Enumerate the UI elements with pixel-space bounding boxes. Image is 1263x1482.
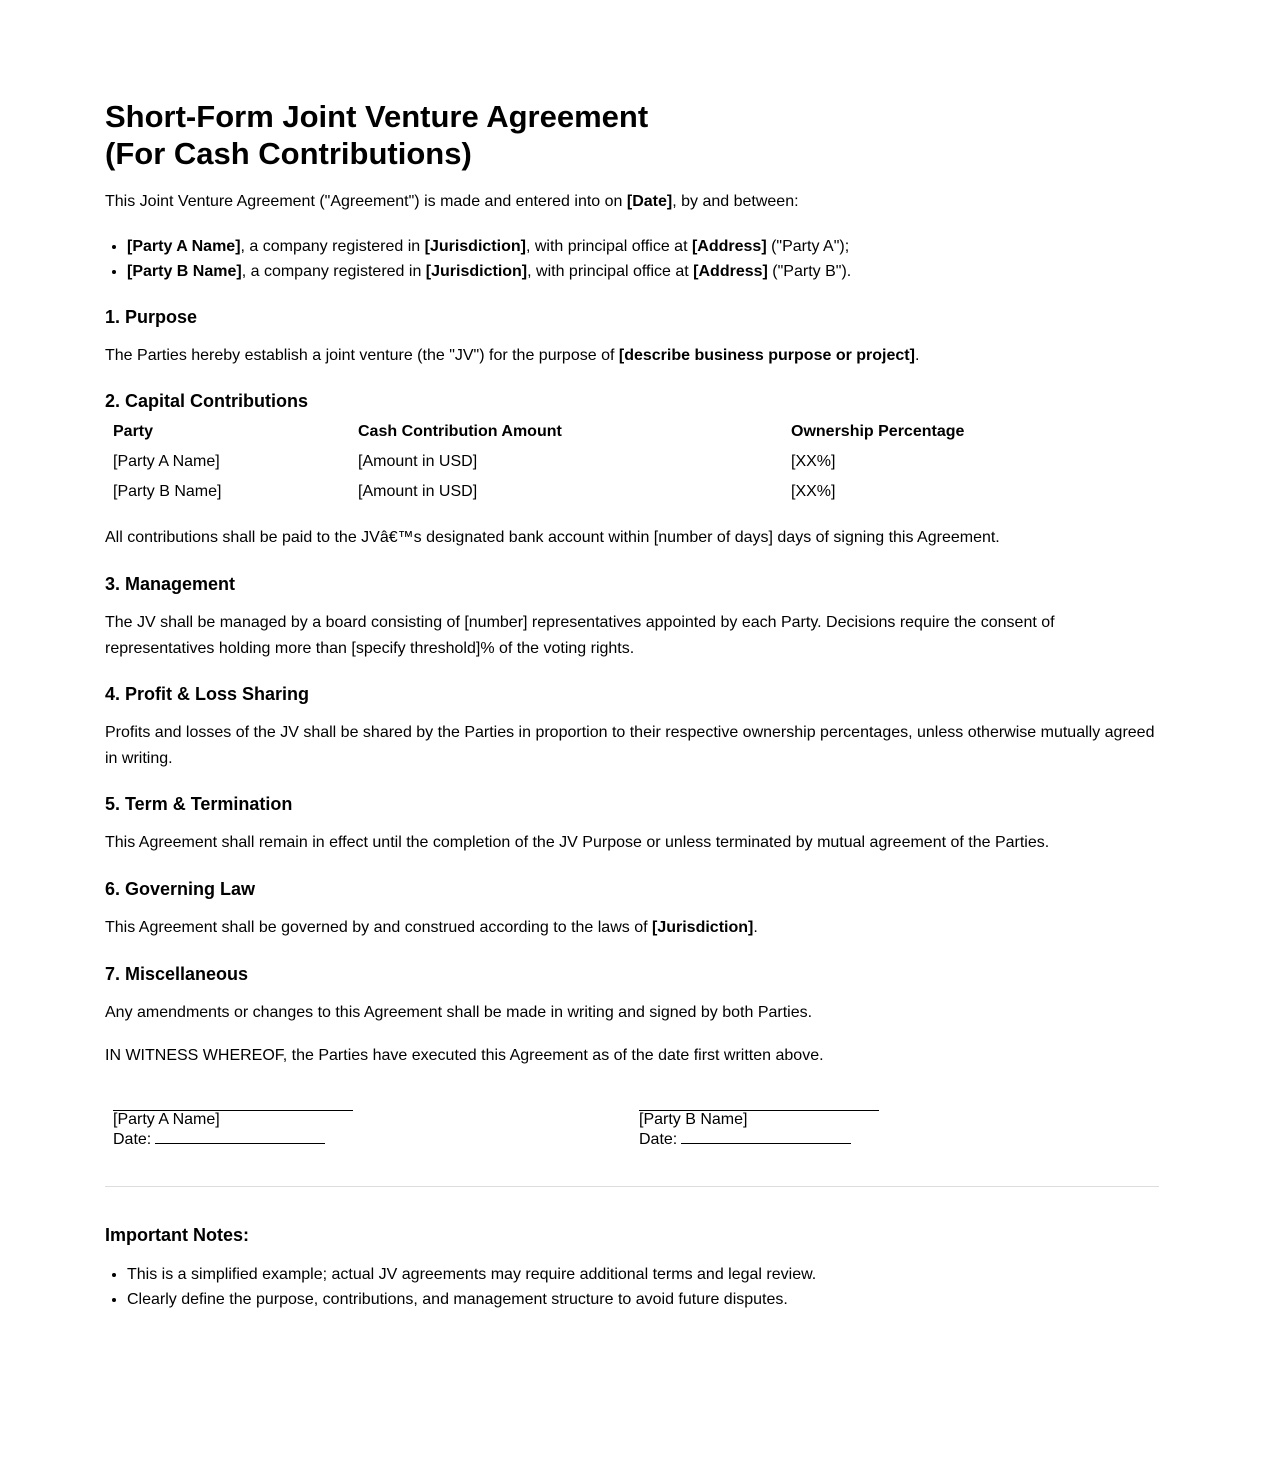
title-line-2: (For Cash Contributions) [105, 136, 472, 171]
contributions-table [105, 417, 1099, 507]
contributions-note: All contributions shall be paid to the JVâ€™s designated bank account within [number of days] days of signing this Agreement. [105, 529, 1000, 546]
section-1-heading: 1. Purpose [105, 307, 198, 327]
party-b-item: • [Party B Name], a company registered in [Jurisdiction], with principal office at [Address] ("Party B"). [127, 259, 851, 284]
notes-list [105, 1262, 1159, 1312]
table-row [105, 447, 1099, 477]
column-header-ownership: Ownership Percentage [791, 423, 965, 440]
section-6-text: This Agreement shall be governed by and construed according to the laws of [Jurisdiction]. [105, 919, 758, 936]
document-title [105, 98, 648, 172]
witness-clause: IN WITNESS WHEREOF, the Parties have executed this Agreement as of the date first written above. [105, 1047, 824, 1064]
table-cell: [Party A Name] [113, 453, 220, 470]
table-cell: [XX%] [791, 483, 836, 500]
parties-list [105, 234, 851, 284]
title-line-1: Short-Form Joint Venture Agreement [105, 99, 649, 134]
notes-heading: Important Notes: [105, 1225, 249, 1245]
table-row [105, 477, 1099, 507]
section-7-heading: 7. Miscellaneous [105, 964, 249, 984]
signature-block-party-a [113, 1110, 353, 1149]
list-item: • Clearly define the purpose, contributions, and management structure to avoid future disputes. [127, 1287, 1159, 1312]
signature-date-row: Date: [639, 1129, 879, 1149]
table-cell: [Amount in USD] [358, 453, 478, 470]
date-line [155, 1129, 325, 1144]
party-a-item: • [Party A Name], a company registered in [Jurisdiction], with principal office at [Address] ("Party A"); [127, 234, 851, 259]
table-cell: [Amount in USD] [358, 483, 478, 500]
section-5-text: This Agreement shall remain in effect until the completion of the JV Purpose or unless terminated by mutual agreement of the Parties. [105, 834, 1050, 851]
date-placeholder: [Date] [626, 193, 673, 210]
section-5-heading: 5. Term & Termination [105, 794, 293, 814]
section-6-heading: 6. Governing Law [105, 879, 256, 899]
signature-block-party-b [639, 1110, 879, 1149]
column-header-amount: Cash Contribution Amount [358, 423, 562, 440]
section-4-text: Profits and losses of the JV shall be shared by the Parties in proportion to their respective ownership percentages, unless otherwise mutually agreed in writing. [105, 724, 1155, 767]
list-item: • This is a simplified example; actual JV agreements may require additional terms and legal review. [127, 1262, 1159, 1287]
signature-date-row: Date: [113, 1129, 353, 1149]
date-line [681, 1129, 851, 1144]
column-header-party: Party [113, 423, 154, 440]
signature-name: [Party B Name] [639, 1111, 748, 1128]
section-3-text: The JV shall be managed by a board consisting of [number] representatives appointed by each Party. Decisions require the consent of representatives holding more than [specify threshold]% of the voting rights. [105, 614, 1055, 657]
table-cell: [XX%] [791, 453, 836, 470]
intro-paragraph: This Joint Venture Agreement ("Agreement") is made and entered into on [Date], by and between: [105, 193, 799, 210]
section-1-text: The Parties hereby establish a joint venture (the "JV") for the purpose of [describe business purpose or project]. [105, 347, 920, 364]
divider [105, 1186, 1159, 1187]
section-7-text: Any amendments or changes to this Agreement shall be made in writing and signed by both Parties. [105, 1004, 813, 1021]
table-header-row [105, 417, 1099, 447]
table-cell: [Party B Name] [113, 483, 222, 500]
signature-name: [Party A Name] [113, 1111, 220, 1128]
section-2-heading: 2. Capital Contributions [105, 391, 309, 411]
section-3-heading: 3. Management [105, 574, 236, 594]
section-4-heading: 4. Profit & Loss Sharing [105, 684, 310, 704]
notes-list-container [105, 1262, 1159, 1308]
